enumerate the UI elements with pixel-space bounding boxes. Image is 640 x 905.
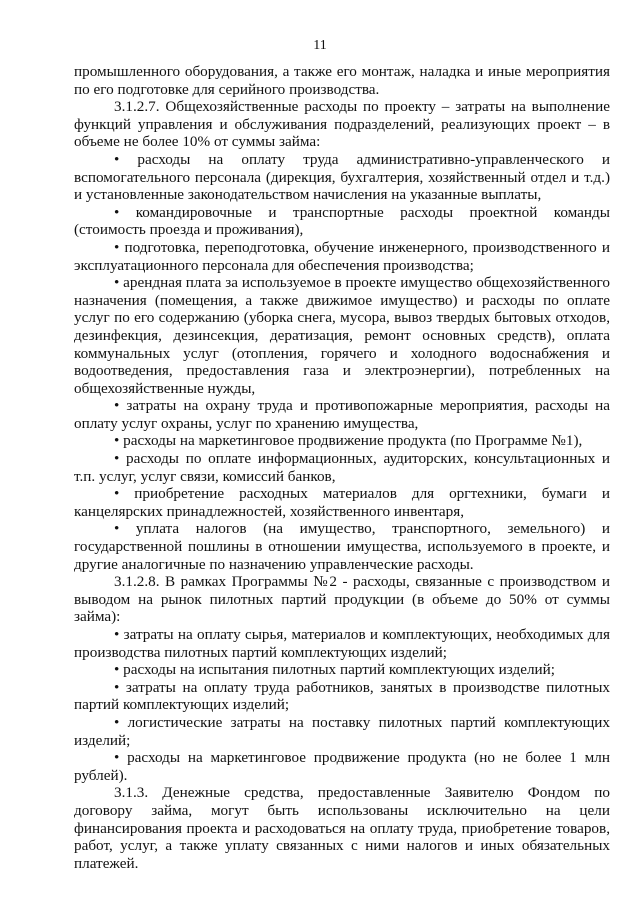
- bullet-item: • затраты на оплату сырья, материалов и комплектующих, необходимых для производства пилотных партий комплектующих изделий;: [74, 626, 610, 661]
- bullet-item: • приобретение расходных материалов для оргтехники, бумаги и канцелярских принадлежностей, хозяйственного инвентаря,: [74, 485, 610, 520]
- page-number: 11: [313, 38, 327, 53]
- bullet-item: • расходы по оплате информационных, аудиторских, консультационных и т.п. услуг, услуг связи, комиссий банков,: [74, 450, 610, 485]
- paragraph-3-1-3: 3.1.3. Денежные средства, предоставленные Заявителю Фондом по договору займа, могут быть использованы исключительно на цели финансирования проекта и расходоваться на оплату труда, приобретение товаров, работ, услуг, а также уплату связанных с ними налогов и иных обязательных платежей.: [74, 784, 610, 872]
- document-body: [74, 63, 610, 872]
- bullet-item: • логистические затраты на поставку пилотных партий комплектующих изделий;: [74, 713, 610, 749]
- paragraph-3-1-2-7: 3.1.2.7. Общехозяйственные расходы по проекту – затраты на выполнение функций управления и обслуживания подразделений, реализующих проект – в объеме не более 10% от суммы займа:: [74, 98, 610, 151]
- bullet-item: • командировочные и транспортные расходы проектной команды (стоимость проезда и проживания),: [74, 203, 610, 239]
- bullet-item: • расходы на оплату труда административно-управленческого и вспомогательного персонала (дирекция, бухгалтерия, хозяйственный отдел и т.д.) и установленные законодательством начисления на указанные выплаты,: [74, 150, 610, 204]
- bullet-item: • арендная плата за используемое в проекте имущество общехозяйственного назначения (помещения, а также движимое имущество) и расходы по оплате услуг по его содержанию (уборка снега, мусора, вывоз твердых бытовых отходов, дезинфекция, дезинсекция, дератизация, ремонт основных средств), оплата коммунальных услуг (отопления, горячего и холодного водоснабжения и водоотведения, предоставления газа и электроэнергии), потребленных на общехозяйственные нужды,: [74, 274, 610, 397]
- bullet-item: • расходы на маркетинговое продвижение продукта (по Программе №1),: [114, 432, 583, 450]
- bullet-item: • затраты на охрану труда и противопожарные мероприятия, расходы на оплату услуг охраны, услуг по хранению имущества,: [74, 397, 610, 432]
- bullet-item: • уплата налогов (на имущество, транспортного, земельного) и государственной пошлины в отношении имущества, используемого в проекте, и другие аналогичные по назначению управленческие расходы.: [74, 520, 610, 573]
- paragraph-continuation: промышленного оборудования, а также его монтаж, наладка и иные мероприятия по его подготовке для серийного производства.: [74, 63, 610, 98]
- paragraph-3-1-2-8: 3.1.2.8. В рамках Программы №2 - расходы, связанные с производством и выводом на рынок пилотных партий продукции (в объеме до 50% от суммы займа):: [74, 573, 610, 626]
- bullet-item: • расходы на испытания пилотных партий комплектующих изделий;: [114, 661, 556, 679]
- bullet-item: • затраты на оплату труда работников, занятых в производстве пилотных партий комплектующих изделий;: [74, 678, 610, 714]
- bullet-item: • расходы на маркетинговое продвижение продукта (но не более 1 млн рублей).: [74, 749, 610, 784]
- bullet-item: • подготовка, переподготовка, обучение инженерного, производственного и эксплуатационного персонала для обеспечения производства;: [74, 238, 610, 274]
